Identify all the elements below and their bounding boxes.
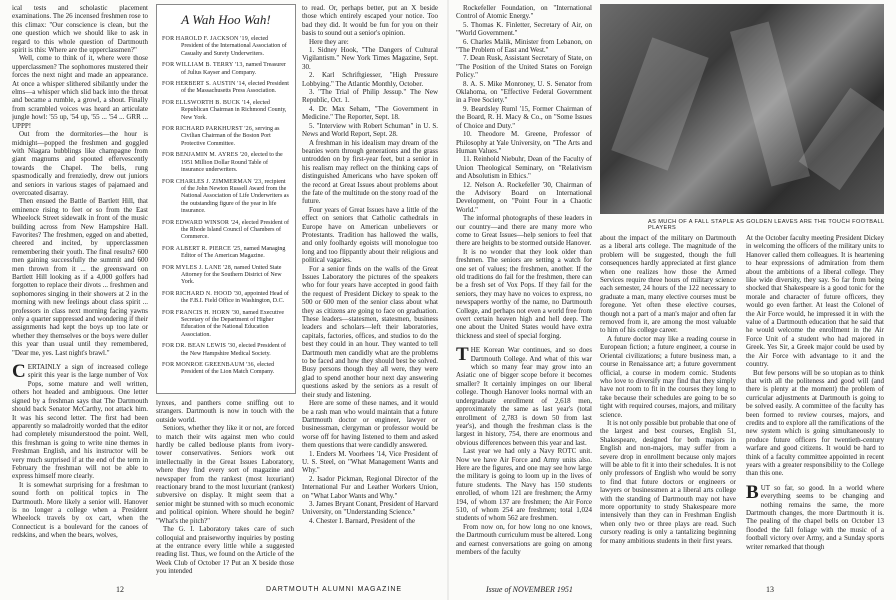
list-item: 5. Thomas K. Finletter, Secretary of Air, on "World Government." bbox=[456, 20, 592, 38]
paragraph: to read. Or, perhaps better, put an X beside those which entirely escaped your notice. Too bad they did. It would be fun for you on their basis to sound out a senior's opinion. bbox=[302, 4, 438, 38]
honors-entry: FOR CHARLES J. ZIMMERMAN '23, recipient of the John Newton Russell Award from the National Association of Life Underwriters as the outstanding figure of the year in life insurance. bbox=[162, 178, 289, 215]
list-item: 1. Enders M. Voorhees '14, Vice President of U. S. Steel, on "What Management Wants and Why." bbox=[302, 449, 438, 475]
honors-entry: FOR RICHARD PARKHURST '26, serving as Civilian Chairman of the Boston Port Protective Committee. bbox=[162, 126, 280, 147]
list-item: 5. "Interview with Robert Schuman" in U. S. News and World Report, Sept. 28. bbox=[302, 121, 438, 139]
list-item: 6. Charles Malik, Minister from Lebanon, on "The Problem of East and West." bbox=[456, 37, 592, 55]
list-item: Rockefeller Foundation, on "International Control of Atomic Energy." bbox=[456, 4, 592, 21]
page-number-right: 13 bbox=[766, 585, 774, 594]
photo-caption: AS MUCH OF A FALL STAPLE AS GOLDEN LEAVES ARE THE TOUCH FOOTBALL PLAYERS bbox=[648, 219, 885, 231]
magazine-title: DARTMOUTH ALUMNI MAGAZINE bbox=[266, 586, 403, 593]
list-item: 11. Reinhold Niebuhr, Dean of the Faculty of Union Theological Seminary, on "Relativism and Absolutism in Ethics." bbox=[456, 155, 592, 181]
speakers-list bbox=[302, 450, 438, 526]
list-item: 8. A. S. Mike Monroney, U. S. Senator from Oklahoma, on "Effective Federal Government in a Free Society." bbox=[456, 79, 592, 105]
honors-entry: FOR DR. BEAN LEWIS '30, elected President of the New Hampshire Medical Society. bbox=[162, 343, 286, 357]
right-column-1 bbox=[456, 4, 592, 580]
list-item: 2. Isador Pickman, Regional Director of the International Fur and Leather Workers Union, on "What Labor Wants and Why." bbox=[302, 474, 438, 500]
photo-highlight bbox=[799, 88, 884, 190]
paragraph: It is not only possible but probable that one of the largest and best courses, English 51, Shakespeare, designed for both majors in English and non-majors, may suffer from a severe drop in enrollment because only majors will be able to fit it into their schedules. It is not only professors of English who would be sorry to find that future doctors or engineers or lawyers or businessmen at a liberal arts college with the standing of Dartmouth may not have more opportunity to study Shakespeare more intensively than they can in Freshman English when only two or three plays are read. Such cursory reading is only a tantalizing beginning for many ambitious students in their first years. bbox=[600, 418, 736, 545]
paragraph: Here are some of these names, and it would be a rash man who would maintain that a future Dartmouth doctor or engineer, lawyer or businessman, clergyman or professor would be worse off for having listened to them and asked them questions that were candidly answered. bbox=[302, 399, 438, 450]
left-column-1 bbox=[12, 4, 148, 580]
football-photo bbox=[600, 4, 884, 214]
honors-entry: FOR EDWARD WINSOR '24, elected President of the Rhode Island Council of Chambers of Commerce. bbox=[162, 219, 290, 241]
paragraph: A future doctor may like a reading course in European fiction; a future engineer, a course in Oriental civilizations; a future business man, a course in Renaissance art; a future government official, a course in modern comic. Students who love to diversify may find that they simply have not room to fit in the courses they long to take because their schedules are going to be so tight with required courses, majors, and military science. bbox=[600, 334, 736, 419]
box-title: A Wah Hoo Wah! bbox=[181, 12, 271, 27]
right-column-2 bbox=[600, 234, 736, 580]
paragraph-dropcap: CERTAINLY a sign of increased college spirit this year is the large number of Vox Pops, some mature and well written, others hot headed and ambiguous. One letter signed by a freshman says that The Dartmouth should back Senator McCarthy, not attack him. It was his second letter. The first had been apparently so maladroitly worded that the editor had completely misunderstood the point. Well, this freshman is going to write nine themes in Freshman English, and his instructor will be very much surprised if at the end of the term in February the freshman will not be able to express himself more clearly. bbox=[12, 361, 148, 481]
honors-entry: FOR HAROLD F. JACKSON '19, elected President of the International Association of Casualty and Surety Underwriters. bbox=[162, 36, 287, 57]
paragraph: Four years of Great Issues have a little of the effect on seniors that Catholic cathedrals in Europe have on American unbelievers or Protestants. Tradition has hallowed the walls, and only foolhardy egoists will monologue too long and too flippantly about their religious and political vagaries. bbox=[302, 205, 438, 265]
speakers-list-cont bbox=[456, 4, 592, 214]
honors-entry: FOR ALBERT R. PIERCE '25, named Managing Editor of The American Magazine. bbox=[162, 245, 286, 260]
paragraph: The informal photographs of these leaders in our country—and there are many more who come to Great Issues—help seniors to feel that there are heights to be stormed outside Hanover. bbox=[456, 214, 592, 248]
left-column-3 bbox=[302, 4, 438, 580]
paragraph-dropcap: BUT so far, so good. In a world where everything seems to be changing and nothing remains the same, the more Dartmouth changes, the more Dartmouth it is. The pealing of the chapel bells on October 13 flooded the fall foliage with the music of a football victory over Army, and a Sunday sports writer remarked that though bbox=[746, 481, 884, 551]
paragraph: Well, come to think of it, where were those upperclassmen? The sophomores mustered their forces the next night and made an appearance. At once a whisper slithered sibilantly under the elms—a whisper which slid back into the throat and became a rumble, a growl, a shout. Finally from scrambled voices was heard an articulate jungle howl: '55 up, '54 up, '55 ... '54 ... GRR ... UPPP! bbox=[12, 54, 148, 130]
drop-cap-c: C bbox=[12, 361, 26, 383]
list-item: 1. Sidney Hook, "The Dangers of Cultural Vigilantism." New York Times Magazine, Sept. 30. bbox=[302, 46, 438, 71]
honors-entry: FOR FRANCIS H. HORN '30, named Executive Secretary of the Department of Higher Education of the National Education Association. bbox=[162, 309, 285, 338]
paragraph: lynxes, and panthers come sniffing out to strangers. Dartmouth is now in touch with the outside world. bbox=[156, 399, 294, 424]
list-item: 7. Dean Rusk, Assistant Secretary of State, on "The Position of the United States on Foreign Policy." bbox=[456, 54, 592, 80]
honors-entry: FOR RICHARD N. HOOD '30, appointed Head of the F.B.I. Field Office in Washington, D.C. bbox=[162, 290, 289, 305]
list-item: 12. Nelson A. Rockefeller '30, Chairman of the Advisory Board on International Development, on "Point Four in a Chaotic World." bbox=[456, 180, 592, 214]
alumni-honors-box bbox=[156, 4, 296, 394]
honors-entry: FOR WILLIAM B. TERRY '13, named Treasurer of Julius Kayser and Company. bbox=[162, 62, 286, 76]
honors-list bbox=[157, 36, 295, 377]
paragraph: It is somewhat surprising for a freshman to sound forth on political topics in The Dartmouth. More likely a senior will. Hanover is no longer a college when a President Wheelock travels by ox cart, when the Connecticut is a boulevard for the canoes of redskins, and when the bears, wolves, bbox=[12, 480, 148, 540]
paragraph: Out from the dormitories—the hour is midnight—popped the freshmen and goggled with Niagara bubblings like champagne from giant magnums and spouted effervescently towards the Chapel. The bells, rung spasmodically and frenziedly, drew out juniors and seniors in various stages of pajamaed and overcoated disarray. bbox=[12, 130, 148, 197]
paragraph: Seniors, whether they like it or not, are forced to match their wits against men who could hardly be called bedlouse plants from ivory-tower conservatives. Seniors work out intellectually in the Great Issues Laboratory, where they find every sort of magazine and newspaper from the rankest (most luxuriant) reactionary brand to the most luxuriant (rankest) subversive on display. It might seem that a senior might be stunned with so much economic and political opinion. Where should he begin? "What's the pitch?" bbox=[156, 424, 294, 525]
paragraph: The G. I. Laboratory takes care of such colloquial and praiseworthy inquiries by posting at the entrance every little while a suggested reading list. Thus, we found on the Article of the Week Club of October 1? Put an X beside those you intended bbox=[156, 525, 294, 576]
paragraph: At the October faculty meeting President Dickey in welcoming the officers of the military units to Hanover called them colleagues. It is heartening to hear expressions of admiration from them about the ambitions of a liberal college. They like wide diversity, they say. So far from being shocked that Shakespeare is a good tonic for the morale and character of future officers, they would go even farther. At least the Colonel of the Air Force would, he impressed it in with the value of a Dartmouth education that he said that he would welcome the enrollment in the Air Force Unit of a student who had majored in Greek. Yes Sir, a Greek major could be used by the Air Force with advantage to it and the country. bbox=[746, 234, 884, 369]
page-number-left: 12 bbox=[116, 585, 124, 594]
drop-cap-b: B bbox=[746, 481, 759, 503]
paragraph: Last year we had only a Navy ROTC unit. Now we have Air Force and Army units also. Here are the figures, and one may see how large the military is going to loom up in the lives of future students. The Navy has 150 students enrolled, of whom 121 are freshmen; the Army 194, of whom 137 are freshmen; the Air Force 510, of whom 254 are freshmen; total 1,024 students of whom 562 are freshmen. bbox=[456, 447, 592, 523]
reading-list bbox=[302, 46, 438, 138]
paragraph: From now on, for how long no one knows, the Dartmouth curriculum must be altered. Long and earnest conversations are going on among members of the faculty bbox=[456, 522, 592, 556]
paragraph: Here they are: bbox=[309, 37, 349, 46]
paragraph: For a senior finds on the walls of the Great Issues Laboratory the pictures of the speakers who for four years have accepted in good faith the request of President Dickey to speak to the 500 or 600 men of the senior class about what they as citizens are going to face on graduation. These leaders—statesmen, statesmen, business leaders and scholars—left their laboratories, capitals, factories, offices, and studios to do the best they could in an hour. They wanted to tell Dartmouth men candidly what are the problems to be faced and how they should best be solved. Busy persons though they all were, they were glad to spend another hour next day answering questions asked by the seniors as a result of their study and listening. bbox=[302, 264, 438, 399]
left-column-2-bottom bbox=[156, 399, 294, 579]
drop-cap-t: T bbox=[456, 344, 469, 366]
paragraph: ical tests and scholastic placement examinations. The 26 incensed freshmen rose to this climax: "Our conscience is clean, but the one question which we should like to ask in regard to this whole question of Dartmouth spirit is this: Where are the upperclassmen?" bbox=[12, 4, 148, 55]
list-item: 9. Beardsley Ruml '15, Former Chairman of the Board, R. H. Macy & Co., on "Some Issues of Choice and Duty." bbox=[456, 104, 592, 130]
list-item: 3. "The Trial of Philip Jessup." The New Republic, Oct. 1. bbox=[302, 88, 438, 105]
photo-highlight bbox=[611, 37, 708, 170]
paragraph: It is no wonder that they look older than freshmen. The seniors are setting a watch for one set of values; the freshmen, another. If the old traditions do fail for the freshmen, there can be a fresh set of Vox Pops. If they fail for the seniors, they may have no voices to express, no newspapers worthy of the name, no Dartmouth College, and perhaps not even a world free from overt certain heaven high and hell deep. The one about the United States would have extra thickness and steel of special forging. bbox=[456, 247, 592, 340]
right-column-3 bbox=[746, 234, 884, 580]
honors-entry: FOR MONROE GREENBAUM '36, elected President of the Lion Match Company. bbox=[162, 362, 275, 376]
list-item: 2. Karl Schriftgiesser, "High Pressure Lobbying." The Atlantic Monthly, October. bbox=[302, 71, 438, 88]
right-page bbox=[448, 0, 896, 600]
list-item: 4. Dr. Max Seham, "The Government in Medicine." The Reporter, Sept. 18. bbox=[302, 104, 438, 122]
honors-entry: FOR MYLES J. LANE '28, named United State Attorney for the Southern District of New York. bbox=[162, 264, 282, 286]
list-item: 4. Chester I. Barnard, President of the bbox=[309, 516, 415, 525]
honors-entry: FOR ELLSWORTH B. BUCK '14, elected Republican Chairman in Richmond County, New York. bbox=[162, 99, 287, 121]
issue-label: Issue of NOVEMBER 1951 bbox=[486, 585, 573, 594]
list-item: 10. Theodore M. Greene, Professor of Philosophy at Yale University, on "The Arts and Human Values." bbox=[456, 130, 592, 155]
list-item: 3. James Bryant Conant, President of Harvard University, on "Understanding Science." bbox=[302, 499, 438, 517]
honors-entry: FOR HERBERT S. AUSTIN '14, elected President of the Massachusetts Press Association. bbox=[162, 81, 289, 95]
honors-entry: FOR BENJAMIN M. AYRES '20, elected to the 1951 Million Dollar Round Table of insurance underwriters. bbox=[162, 152, 283, 174]
paragraph: But few persons will be so utopian as to think that with all the politeness and good will (and there is plenty at the moment) the problem of curricular adjustments at Dartmouth is going to be solved easily. A committee of the faculty has been formed to review courses, majors, and credits and to explore all the ramifications of the new system which is going simultaneously to produce future officers for twentieth-century warfare and good citizens. It would be hard to think of a faculty committee appointed in recent years with a greater responsibility to the College than this one. bbox=[746, 368, 884, 478]
paragraph: about the impact of the military on Dartmouth as a liberal arts college. The magnitude of the problem will be suggested, though the full consequences hardly appreciated at first glance when one realizes how those the Armed Services require three hours of military science each semester, 24 hours of the 122 necessary to graduate a man, many elective courses must be foregone. Yet often these elective courses, though not a part of a man's major and often far removed from it, are among the most valuable to him of his college career. bbox=[600, 234, 736, 335]
paragraph-dropcap: THE Korean War continues, and so does Dartmouth College. And what of this war which so many fear may grow into an Asiatic one of bigger scope before it becomes smaller? It certainly impinges on our liberal college. Though Hanover looks normal with an undergraduate enrollment of 2,618 men, approximately the same as last year's (total enrollment of 2,783 is down 50 from last year's), and though the freshman class is the largest in history, 754, there are enormous and obvious differences between this year and last. bbox=[456, 344, 592, 447]
paragraph: Then ensued the Battle of Bartlett Hill, that eminence rising to feet or so from the East Wheelock Street sidewalk in front of the music building across from New Hampshire Hall. Favorites? The freshmen, egged on and abetted, cheered and incited, by upperclassmen remembering their youth. The final results? 600 men gaining successfully the summit and 600 men thrown from it ... the greensward on Bartlett Hill looking as if a 4,000 golfers had forgotten to replace their divots ... freshmen and sophomores singing in their showers at 2 in the morning with new feelings about class spirit ... professors in class next morning facing yawns only a quarter suppressed and wondering if their assignments had kept the boys up too late or whether they themselves or the boys were duller this year than usual until they remembered, "Dear me, yes. Last night's brawl." bbox=[12, 197, 148, 357]
paragraph: A freshman in his idealism may dream of the beanies worn through generations and the grass untrodden on by first-year feet, but a senior in his realism may reflect on the thinking caps of distinguished Americans who have spoken off the record at Great Issues about problems about the fate of the multitude on the stony road of the future. bbox=[302, 138, 438, 206]
